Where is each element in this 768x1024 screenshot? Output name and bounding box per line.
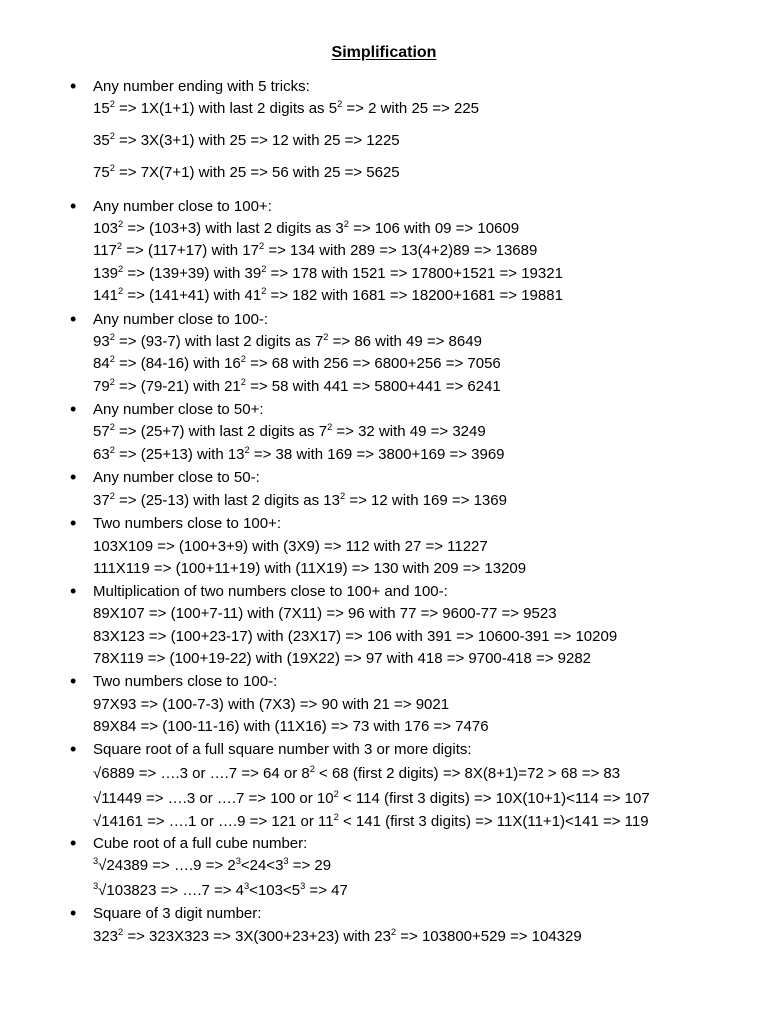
- example-line: $^3$√24389 => ….9 => $2^3<24<3^3 => 29$: [93, 856, 332, 874]
- example-line: $93^2 => (93-7)$ with last 2 digits as $7^2 => 86$ with 49 => 8649: [93, 332, 482, 350]
- example-line: 97X93 => (100-7-3) with (7X3) => 90 with 21 => 9021: [93, 696, 450, 713]
- example-line: 78X119 => (100+19-22) with (19X22) => 97 with 418 => 9700-418 => 9282: [93, 650, 592, 667]
- example-line: √14161 => ….1 or ….9 => 121 or $11^2 < 141$ (first 3 digits) => 11X(11+1)<141 => 119: [93, 812, 649, 830]
- example-line: √11449 => ….3 or ….7 => 100 or $10^2 < 114$ (first 3 digits) => 10X(10+1)<114 => 107: [93, 789, 650, 807]
- example-line: $^3$√103823 => ….7 => $4^3<103<5^3 => 47$: [93, 881, 348, 899]
- example-line: $141^2 => (141+41)$ with $41^2 => 182$ with 1681 => 18200+1681 => 19881: [93, 286, 563, 304]
- example-line: $79^2 => (79-21)$ with $21^2 => 58$ with 441 => 5800+441 => 6241: [93, 377, 501, 395]
- section-heading: Two numbers close to 100+:: [93, 515, 282, 532]
- example-line: $323^2 => 323X323 => 3X(300+23+23)$ with $23^2 => 103800+529 => 104329$: [93, 927, 582, 945]
- section-heading: Any number close to 50-:: [93, 469, 260, 486]
- example-line: 89X84 => (100-11-16) with (11X16) => 73 with 176 => 7476: [93, 718, 489, 735]
- example-line: 111X119 => (100+11+19) with (11X19) => 130 with 209 => 13209: [93, 560, 527, 577]
- bullet-icon: •: [70, 739, 77, 759]
- example-line: $57^2 => (25+7)$ with last 2 digits as $7^2 => 32$ with 49 => 3249: [93, 422, 486, 440]
- bullet-icon: •: [70, 196, 77, 216]
- example-line: 89X107 => (100+7-11) with (7X11) => 96 with 77 => 9600-77 => 9523: [93, 605, 557, 622]
- bullet-icon: •: [70, 833, 77, 853]
- section-heading: Two numbers close to 100-:: [93, 673, 278, 690]
- example-line: $63^2 => (25+13)$ with $13^2 => 38$ with 169 => 3800+169 => 3969: [93, 445, 505, 463]
- example-line: $117^2 => (117+17)$ with $17^2 => 134$ with 289 => 13(4+2)89 => 13689: [93, 241, 538, 259]
- example-line: $75^2 => 7X(7+1)$ with 25 => 56 with 25 => 5625: [93, 163, 400, 181]
- bullet-icon: •: [70, 903, 77, 923]
- bullet-icon: •: [70, 513, 77, 533]
- section-heading: Square of 3 digit number:: [93, 905, 262, 922]
- bullet-icon: •: [70, 76, 77, 96]
- example-line: $35^2 => 3X(3+1)$ with 25 => 12 with 25 => 1225: [93, 131, 400, 149]
- bullet-icon: •: [70, 671, 77, 691]
- example-line: 103X109 => (100+3+9) with (3X9) => 112 with 27 => 11227: [93, 538, 488, 555]
- section-heading: Any number close to 100-:: [93, 311, 269, 328]
- section-heading: Square root of a full square number with 3 or more digits:: [93, 741, 472, 758]
- example-line: $103^2 => (103+3)$ with last 2 digits as $3^2 => 106$ with 09 => 10609: [93, 219, 520, 237]
- section-heading: Any number close to 100+:: [93, 198, 272, 215]
- page-title: Simplification: [331, 44, 437, 61]
- example-line: $139^2 => (139+39)$ with $39^2 => 178$ with 1521 => 17800+1521 => 19321: [93, 264, 563, 282]
- section-heading: Any number close to 50+:: [93, 401, 264, 418]
- example-line: $84^2 => (84-16)$ with $16^2 => 68$ with 256 => 6800+256 => 7056: [93, 354, 501, 372]
- section-heading: Multiplication of two numbers close to 100+ and 100-:: [93, 583, 448, 600]
- bullet-icon: •: [70, 399, 77, 419]
- example-line: √6889 => ….3 or ….7 => 64 or $8^2 < 68$ (first 2 digits) => 8X(8+1)=72 > 68 => 83: [93, 764, 621, 782]
- example-line: $15^2 => 1X(1+1)$ with last 2 digits as $5^2 => 2$ with 25 => 225: [93, 99, 480, 117]
- bullet-icon: •: [70, 467, 77, 487]
- bullet-icon: •: [70, 581, 77, 601]
- section-heading: Any number ending with 5 tricks:: [93, 78, 310, 95]
- section-heading: Cube root of a full cube number:: [93, 835, 308, 852]
- example-line: 83X123 => (100+23-17) with (23X17) => 106 with 391 => 10600-391 => 10209: [93, 628, 618, 645]
- example-line: $37^2 => (25-13)$ with last 2 digits as $13^2 => 12$ with 169 => 1369: [93, 491, 507, 509]
- bullet-icon: •: [70, 309, 77, 329]
